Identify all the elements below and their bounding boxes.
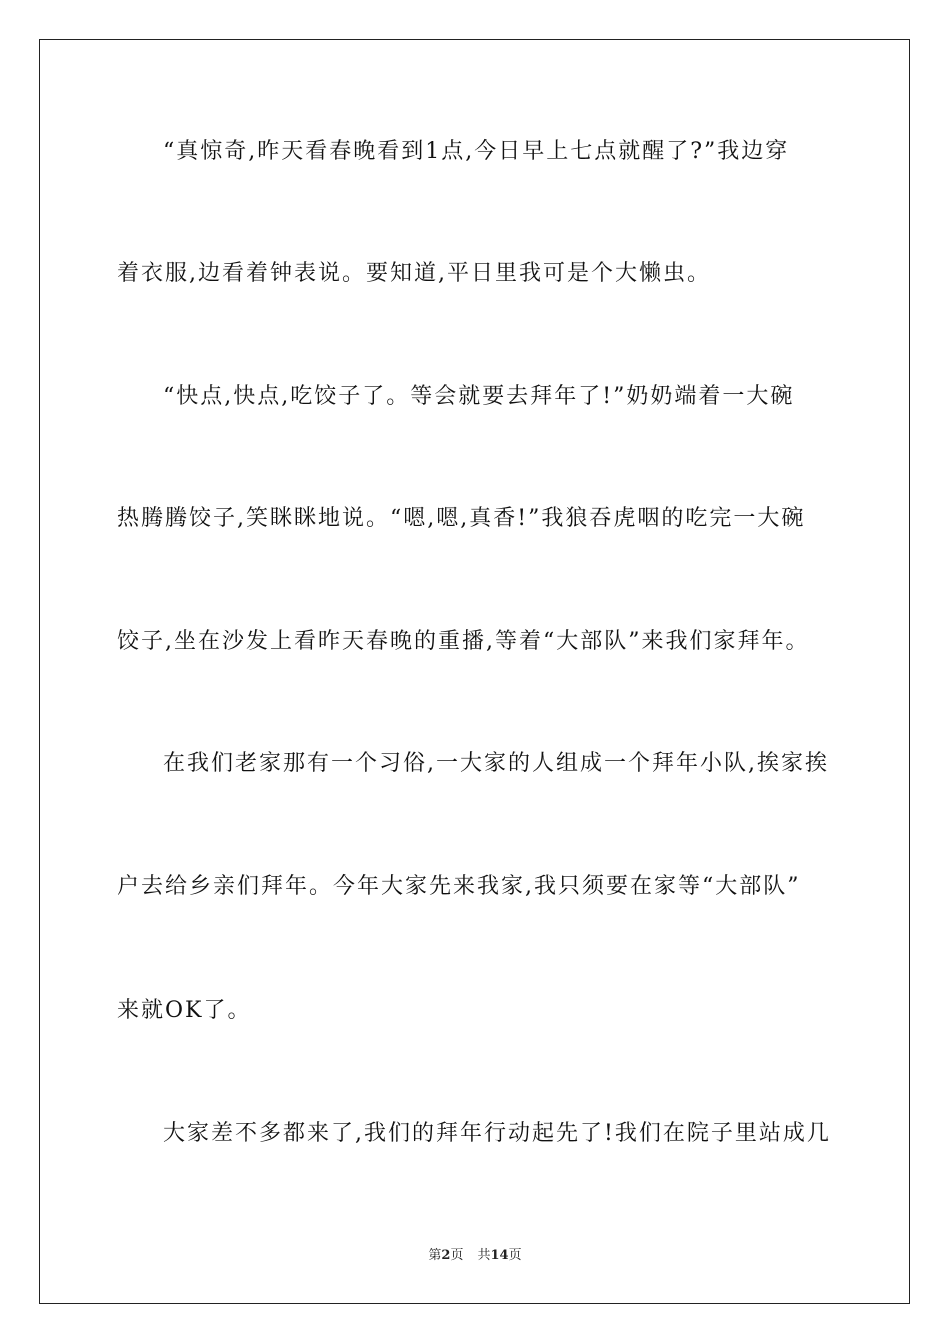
paragraph-line-2: 着衣服,边看着钟表说。要知道,平日里我可是个大懒虫。 — [117, 261, 711, 286]
page-suffix: 页 — [450, 1248, 464, 1263]
paragraph-line-7: 户去给乡亲们拜年。今年大家先来我家,我只须要在家等“大部队” — [117, 874, 801, 899]
paragraph-line-5: 饺子,坐在沙发上看昨天春晚的重播,等着“大部队”来我们家拜年。 — [117, 629, 810, 654]
paragraph-line-8: 来就OK了。 — [117, 998, 252, 1023]
total-prefix: 共 — [477, 1248, 491, 1263]
page-border — [39, 39, 910, 1304]
page-prefix: 第 — [428, 1248, 442, 1263]
current-page-number: 2 — [441, 1248, 451, 1263]
paragraph-line-9: 大家差不多都来了,我们的拜年行动起先了!我们在院子里站成几 — [163, 1121, 831, 1146]
total-page-count: 14 — [490, 1248, 509, 1263]
page-footer — [0, 1247, 950, 1265]
paragraph-line-1: “真惊奇,昨天看春晚看到1点,今日早上七点就醒了?”我边穿 — [163, 139, 790, 164]
paragraph-line-3: “快点,快点,吃饺子了。等会就要去拜年了!”奶奶端着一大碗 — [163, 384, 795, 409]
total-suffix: 页 — [508, 1248, 522, 1263]
paragraph-line-4: 热腾腾饺子,笑眯眯地说。“嗯,嗯,真香!”我狼吞虎咽的吃完一大碗 — [117, 506, 806, 531]
paragraph-line-6: 在我们老家那有一个习俗,一大家的人组成一个拜年小队,挨家挨 — [163, 751, 829, 776]
